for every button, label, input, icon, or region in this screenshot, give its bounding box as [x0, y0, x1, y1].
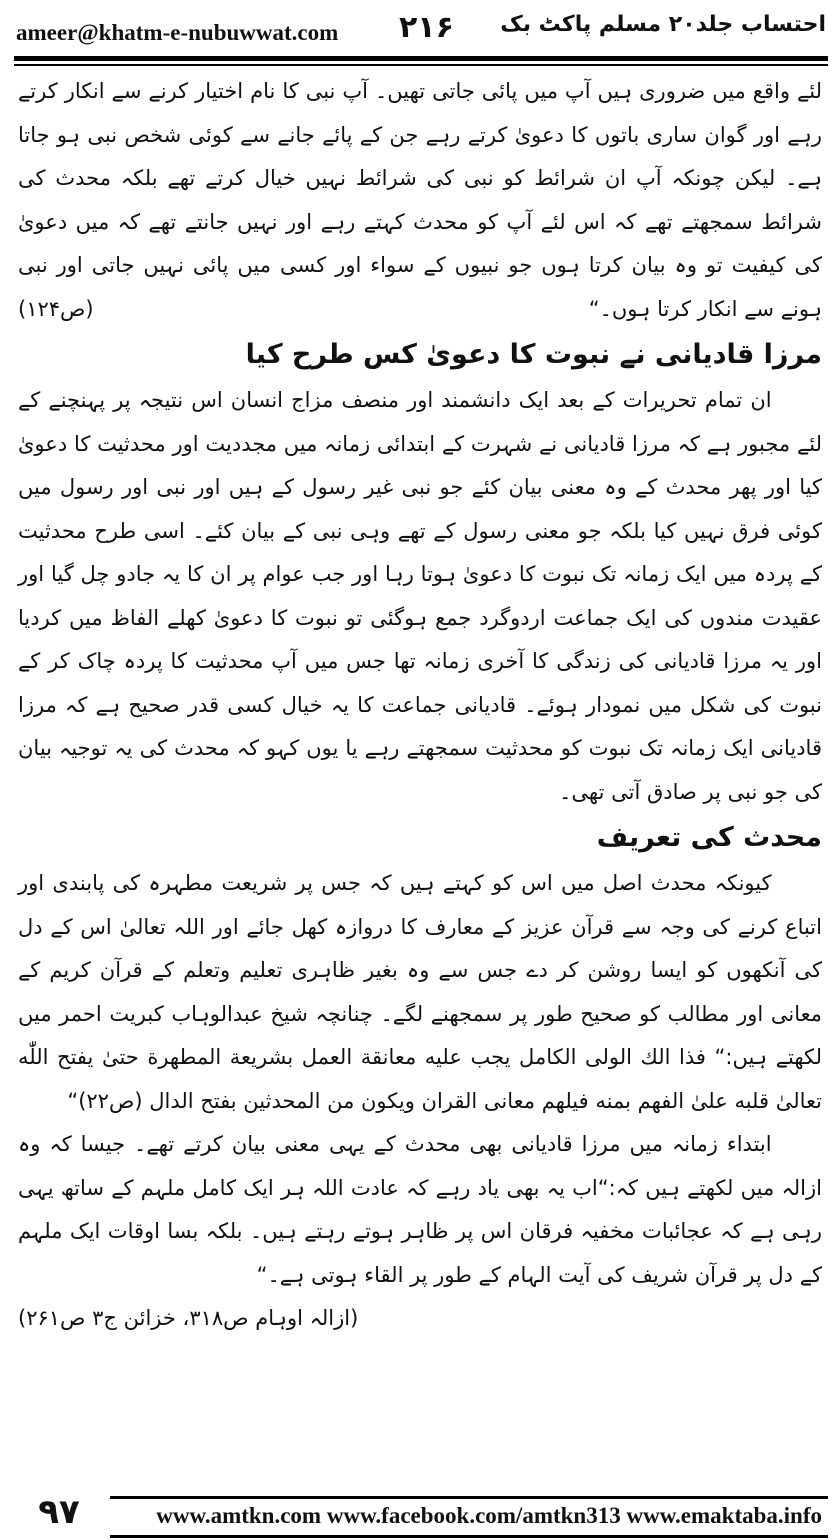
header-rule-thick	[14, 56, 828, 61]
paragraph-3	[18, 862, 822, 1123]
heading-claim-of-prophethood: مرزا قادیانی نے نبوت کا دعویٰ کس طرح کیا	[245, 339, 822, 370]
paragraph-4-text: ابتداء زمانہ میں مرزا قادیانی بھی محدث کے یہی معنی بیان کرتے تھے۔ جیسا کہ وہ ازالہ میں لکھتے ہیں کہ:“اب یہ بھی یاد رہے کہ عادت اللہ ہر ایک کامل ملہم کے ساتھ یہی رہی ہے کہ عجائبات مخفیہ فرقان اس پر ظاہر ہوتے رہتے ہیں۔ بلکہ بسا اوقات ایک ملہم کے دل پر قرآن شریف کی آیت الہام کے طور پر القاء ہوتی ہے۔“	[18, 1132, 822, 1287]
paragraph-2: ان تمام تحریرات کے بعد ایک دانشمند اور منصف مزاج انسان اس نتیجہ پر پہنچنے کے لئے مجبور ہے کہ مرزا قادیانی نے شہرت کے ابتدائی زمانہ میں مجددیت اور محدثیت کا دعویٰ کیا اور پھر محدث کے وہ معنی بیان کئے جو نبی غیر رسول کے ہیں اور نبی اور رسول میں کوئی فرق نہیں کیا بلکہ جو معنی رسول کے تھے وہی نبی کے بیان کئے۔ اسی طرح محدثیت کے پردہ میں ایک زمانہ تک نبوت کا دعویٰ ہوتا رہا اور جب عوام پر ان کا یہ جادو چل گیا اور عقیدت مندوں کی ایک جماعت اردوگرد جمع ہوگئی تو نبوت کا دعویٰ کھلے الفاظ میں کردیا اور یہ مرزا قادیانی کی زندگی کا آخری زمانہ تھا جس میں آپ محدثیت کا پردہ چاک کر کے نبوت کی شکل میں نمودار ہوئے۔ قادیانی جماعت کا یہ خیال کسی قدر صحیح ہے کہ مرزا قادیانی ایک زمانہ تک نبوت کو محدثیت سمجھتے رہے یا یوں کہو کہ محدث کی یہ توجیہ بیان کی جو نبی پر صادق آتی تھی۔	[18, 388, 822, 804]
header-email: ameer@khatm-e-nubuwwat.com	[16, 20, 339, 45]
paragraph-1	[18, 70, 822, 331]
header-book-title: احتساب جلد۲۰ مسلم پاکٹ بک	[500, 12, 826, 37]
header-page-number: ۲۱۶	[399, 10, 454, 45]
footer-urls: www.amtkn.com www.facebook.com/amtkn313 www.emaktaba.info	[156, 1503, 822, 1528]
footer-bar	[110, 1496, 828, 1538]
paragraph-4	[18, 1123, 822, 1330]
page-body	[18, 70, 822, 1341]
footer-page-number: ۹۷	[38, 1492, 80, 1532]
heading-definition-of-muhaddith: محدث کی تعریف	[596, 822, 822, 853]
paragraph-3-arabic-quote: فذا الك الولى الكامل يجب عليه معانقة العمل بشريعة المطهرة حتىٰ يفتح اللّٰه تعالىٰ قلبه علىٰ الفهم بمنه فيلهم معانى القران ويكون من المحدثين بفتح الدال (ص٢٢)“	[18, 1045, 822, 1113]
paragraph-3-text: کیونکہ محدث اصل میں اس کو کہتے ہیں کہ جس پر شریعت مطہرہ کی پابندی اور اتباع کرنے کی وجہ سے قرآن عزیز کے معارف کا دروازہ کھل جائے اور اللہ تعالیٰ اس کے دل کی آنکھوں کو ایسا روشن کر دے جس سے وہ بغیر ظاہری تعلیم وتعلم کے قرآن کریم کے معانی اور مطالب کو صحیح طور پر سمجھنے لگے۔ چنانچہ شیخ عبدالوہاب کبریت احمر میں لکھتے ہیں:“	[18, 871, 823, 1069]
page-footer	[14, 1492, 828, 1532]
header-rule-thin	[14, 64, 828, 66]
page-header	[16, 10, 826, 50]
paragraph-1-reference: (ص۱۲۴)	[18, 296, 94, 321]
paragraph-4-reference: (ازالہ اوہام ص۳۱۸، خزائن ج۳ ص۲۶۱)	[18, 1306, 359, 1330]
paragraph-1-text: لئے واقع میں ضروری ہیں آپ میں پائی جاتی تھیں۔ آپ نبی کا نام اختیار کرنے سے انکار کرتے رہے اور گوان ساری باتوں کا دعویٰ کرتے رہے جن کے پائے جانے سے کوئی شخص نبی ہو جاتا ہے۔ لیکن چونکہ آپ ان شرائط کو نبی کی شرائط نہیں خیال کرتے تھے بلکہ محدث کی شرائط سمجھتے تھے کہ اس لئے آپ کو محدث کہتے رہے اور نہیں جانتے تھے کہ میں دعویٰ کی کیفیت تو وہ بیان کرتا ہوں جو نبیوں کے سواء اور کسی میں پائی نہیں جاتی اور نبی ہونے سے انکار کرتا ہوں۔“	[18, 79, 822, 321]
